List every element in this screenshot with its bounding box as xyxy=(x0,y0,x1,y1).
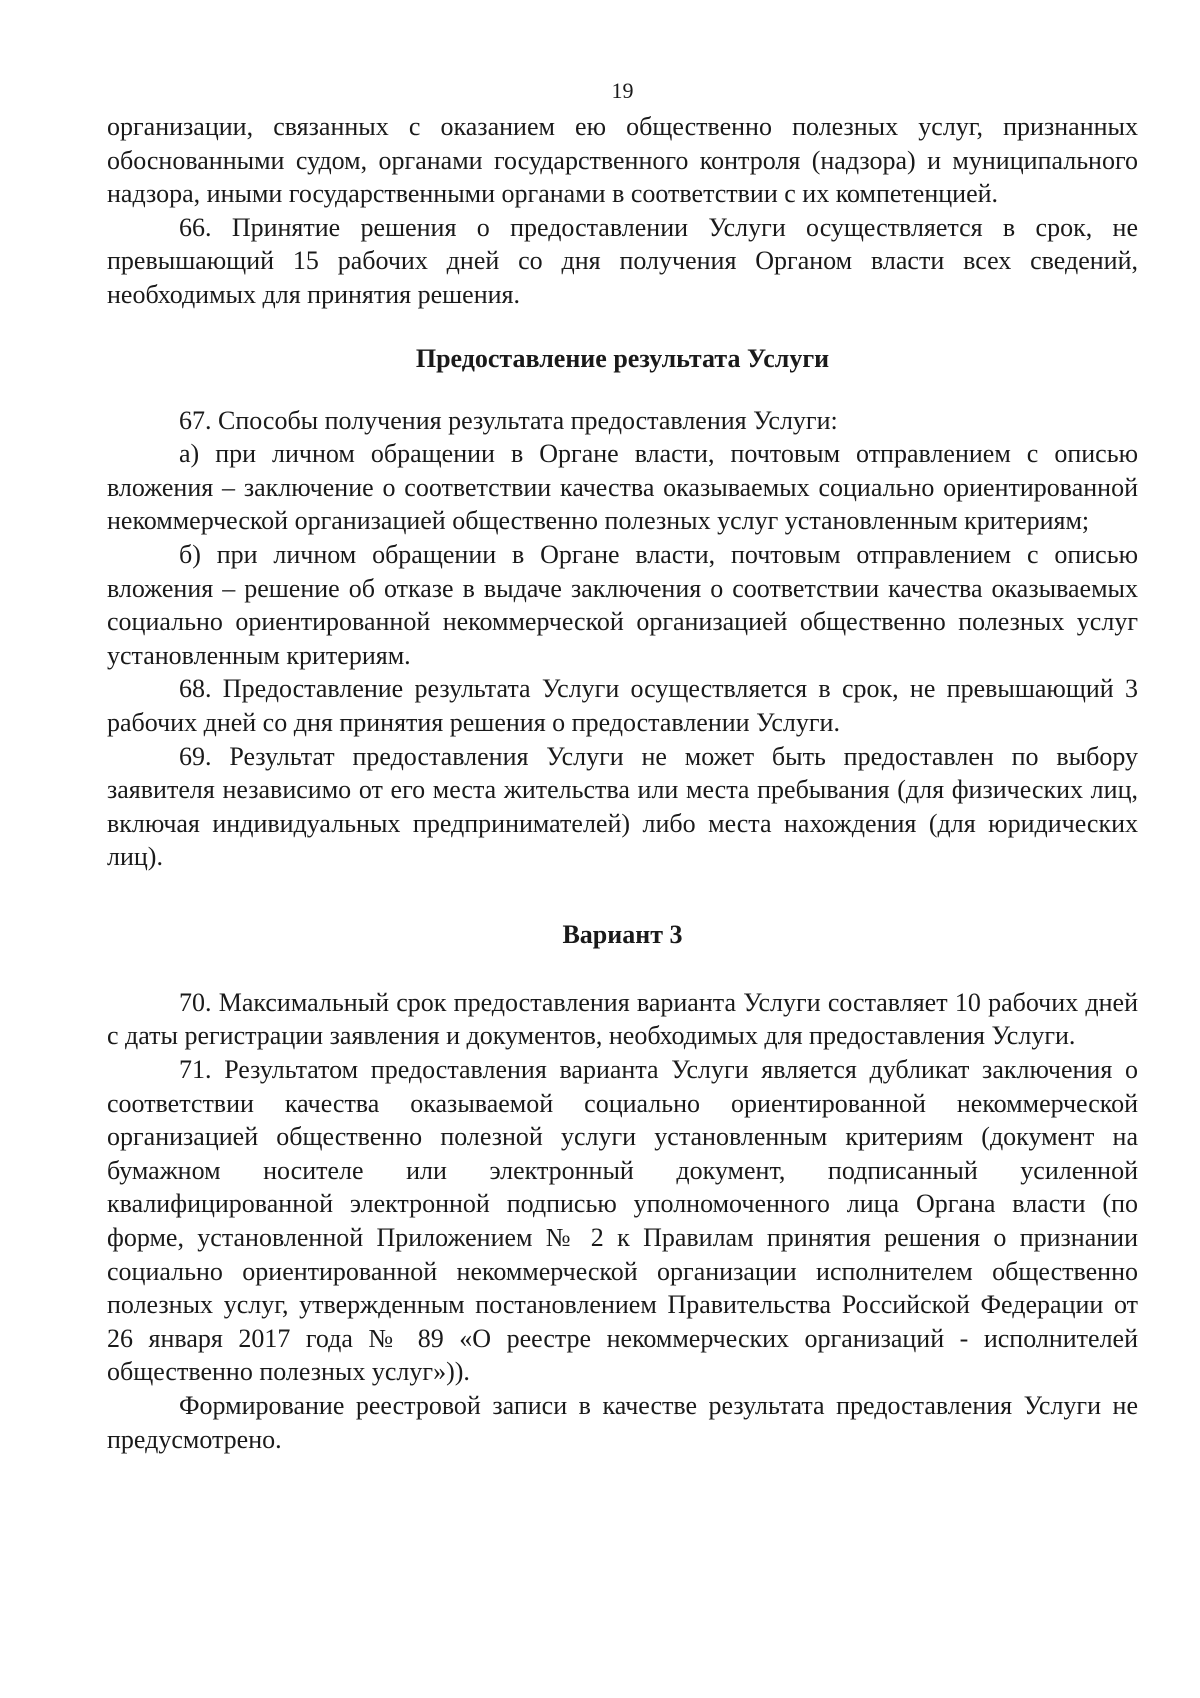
paragraph-67b: б) при личном обращении в Органе власти, почтовым отправлением с описью вложения – решение об отказе в выдаче заключения о соответствии качества оказываемых социально ориентированной некоммерческой организацией общественно полезных услуг установленным критериям. xyxy=(107,539,1138,670)
paragraph-67a: а) при личном обращении в Органе власти, почтовым отправлением с описью вложения – заключение о соответствии качества оказываемых социально ориентированной некоммерческой организацией общественно полезных услуг установленным критериям; xyxy=(107,439,1138,536)
section-heading-result: Предоставление результата Услуги xyxy=(415,343,830,373)
paragraph-registry-record: Формирование реестровой записи в качестве результата предоставления Услуги не предусмотрено. xyxy=(107,1391,1138,1454)
paragraph-continuation: организации, связанных с оказанием ею общественно полезных услуг, признанных обоснованными судом, органами государственного контроля (надзора) и муниципального надзора, иными государственными органами в соответствии с их компетенцией. xyxy=(107,112,1138,209)
section-heading-variant: Вариант 3 xyxy=(562,919,683,949)
paragraph-68: 68. Предоставление результата Услуги осуществляется в срок, не превышающий 3 рабочих дней со дня принятия решения о предоставлении Услуги. xyxy=(107,674,1138,737)
paragraph-70: 70. Максимальный срок предоставления варианта Услуги составляет 10 рабочих дней с даты регистрации заявления и документов, необходимых для предоставления Услуги. xyxy=(107,987,1138,1051)
paragraph-67: 67. Способы получения результата предоставления Услуги: xyxy=(179,405,838,435)
page-number: 19 xyxy=(611,78,634,103)
document-page xyxy=(107,74,1138,1456)
paragraph-71: 71. Результатом предоставления варианта Услуги является дубликат заключения о соответствии качества оказываемой социально ориентированной некоммерческой организацией общественно полезной услуги установленным критериям (документ на бумажном носителе или электронный документ, подписанный усиленной квалифицированной электронной подписью уполномоченного лица Органа власти (по форме, установленной Приложением № 2 к Правилам принятия решения о признании социально ориентированной некоммерческой организации исполнителем общественно полезных услуг, утвержденным постановлением Правительства Российской Федерации от 26 января 2017 года № 89 «О реестре некоммерческих организаций - исполнителей общественно полезных услуг»)). xyxy=(107,1055,1138,1387)
paragraph-69: 69. Результат предоставления Услуги не может быть предоставлен по выбору заявителя независимо от его места жительства или места пребывания (для физических лиц, включая индивидуальных предпринимателей) либо места нахождения (для юридических лиц). xyxy=(107,741,1138,872)
paragraph-66: 66. Принятие решения о предоставлении Услуги осуществляется в срок, не превышающий 15 рабочих дней со дня получения Органом власти всех сведений, необходимых для принятия решения. xyxy=(107,212,1138,309)
